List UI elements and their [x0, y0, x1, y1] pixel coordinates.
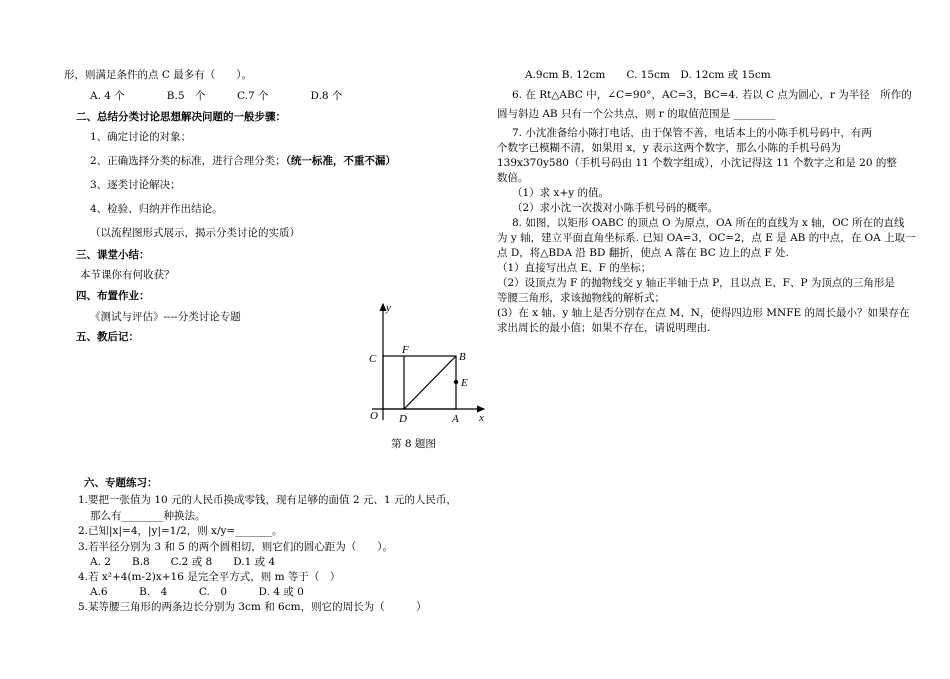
step-2-note: （统一标准，不重不漏）: [285, 155, 396, 167]
practice-1-line-1: 1.要把一张值为 10 元的人民币换成零钱，现有足够的面值 2 元、1 元的人民币，: [78, 494, 457, 506]
practice-3: 3.若半径分别为 3 和 5 的两个圆相切，则它们的圆心距为（ ）。: [78, 541, 393, 553]
segment-db: [404, 356, 456, 409]
r-q7-line-3: 139x370y580（手机号码由 11 个数字组成），小沈记得这 11 个数字之和是 20 的整: [497, 157, 897, 169]
r-q8-line-1: 8. 如图，以矩形 OABC 的顶点 O 为原点，OA 所在的直线为 x 轴，OC 所在的直线: [512, 217, 905, 229]
label-o: O: [370, 410, 378, 422]
r-q8-sub-2a: （2）设顶点为 F 的抛物线交 y 轴正半轴于点 P，且以点 E、F、P 为顶点的三角形是: [497, 277, 895, 289]
r-q8-sub-1: （1）直接写出点 E、F 的坐标；: [497, 262, 652, 274]
r-q7-sub-1: （1）求 x+y 的值。: [512, 187, 610, 199]
step-4: 4、检验、归纳并作出结论。: [90, 203, 223, 215]
homework: 《测试与评估》----分类讨论专题: [90, 311, 241, 323]
practice-5: 5.某等腰三角形的两条边长分别为 3cm 和 6cm，则它的周长为（ ）: [78, 601, 427, 613]
label-c: C: [369, 353, 377, 365]
r-q6-line-2: 圆与斜边 AB 只有一个公共点，则 r 的取值范围是 ________: [497, 108, 776, 120]
q5-options: A. 4 个 B.5 个 C.7 个 D.8 个: [90, 90, 343, 102]
r-q7-line-1: 7. 小沈准备给小陈打电话，由于保管不善，电话本上的小陈手机号码中，有两: [512, 127, 872, 139]
practice-4-options: A.6 B. 4 C. 0 D. 4 或 0: [90, 586, 304, 598]
r-q6-line-1: 6. 在 Rt△ABC 中，∠C=90°，AC=3，BC=4. 若以 C 点为圆心，r 为半径 所作的: [512, 89, 912, 101]
practice-1-line-2: 那么有________种换法。: [90, 510, 206, 522]
r-q7-line-2: 个数字已模糊不清，如果用 x，y 表示这两个数字，那么小陈的手机号码为: [497, 142, 842, 154]
r-q8-line-3: 点 D，将△BDA 沿 BD 翻折，使点 A 落在 BC 边上的点 F 处.: [497, 247, 789, 259]
step-1: 1、确定讨论的对象；: [90, 131, 192, 143]
section-3-heading: 三、课堂小结：: [76, 249, 150, 261]
r-q8-sub-2b: 等腰三角形，求该抛物线的解析式；: [497, 292, 665, 304]
section-2-heading: 二、总结分类讨论思想解决问题的一般步骤：: [76, 111, 286, 123]
point-e: [454, 380, 458, 384]
label-a: A: [452, 413, 459, 425]
r-options: A.9cm B. 12cm C. 15cm D. 12cm 或 15cm: [525, 69, 771, 81]
r-q8-line-2: 为 y 轴，建立平面直角坐标系. 已知 OA=3，OC=2，点 E 是 AB 的中点，在 OA 上取一: [497, 232, 916, 244]
section-6-heading: 六、专题练习：: [84, 477, 158, 489]
q5-stem-end: 形，则满足条件的点 C 最多有（ ）。: [64, 69, 252, 81]
label-x: x: [479, 412, 484, 424]
figure-caption: 第 8 题图: [391, 438, 436, 450]
step-note: （以流程图形式展示，揭示分类讨论的实质）: [90, 227, 300, 239]
section-4-heading: 四、布置作业：: [76, 290, 150, 302]
r-q8-sub-3a: (3）在 x 轴、y 轴上是否分别存在点 M、N，使得四边形 MNFE 的周长最小？如果存在: [497, 307, 910, 319]
label-y: y: [386, 302, 391, 314]
r-q7-sub-2: （2）求小沈一次拨对小陈手机号码的概率。: [512, 202, 719, 214]
r-q8-sub-3b: 求出周长的最小值；如果不存在，请说明理由.: [497, 322, 711, 334]
rectangle-oabc: [383, 356, 456, 409]
step-3: 3、逐类讨论解决；: [90, 179, 181, 191]
label-e: E: [461, 377, 468, 389]
step-2-text: 2、正确选择分类的标准，进行合理分类；: [90, 155, 286, 167]
label-b: B: [459, 351, 466, 363]
practice-4: 4.若 x²+4(m-2)x+16 是完全平方式，则 m 等于（ ）: [78, 571, 341, 583]
label-d: D: [399, 413, 407, 425]
label-f: F: [402, 344, 409, 356]
practice-2: 2.已知|x|=4，|y|=1/2，则 x/y=_______。: [78, 525, 283, 537]
step-2: [90, 154, 396, 168]
r-q7-line-4: 数倍。: [497, 172, 529, 184]
practice-3-options: A. 2 B.8 C.2 或 8 D.1 或 4: [90, 556, 276, 568]
section-5-heading: 五、教后记：: [76, 331, 139, 343]
rectangle-figure: [358, 298, 498, 428]
summary-question: 本节课你有何收获？: [80, 269, 175, 281]
